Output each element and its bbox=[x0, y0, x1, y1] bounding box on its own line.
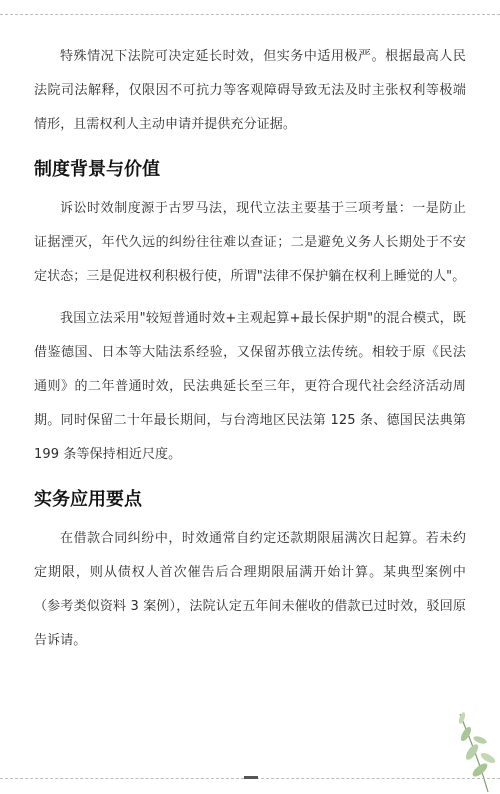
paragraph-loan-disputes: 在借款合同纠纷中，时效通常自约定还款期限届满次日起算。若未约定期限，则从债权人首次催告后合理期限届满开始计算。某典型案例中（参考类似资料 3 案例），法院认定五年间未催收的借款已过时效，驳回原告诉请。 bbox=[34, 531, 466, 648]
heading-practice-points: 实务应用要点 bbox=[34, 489, 142, 510]
paragraph-legislative-model: 我国立法采用"较短普通时效+主观起算+最长保护期"的混合模式，既借鉴德国、日本等大陆法系经验，又保留苏俄立法传统。相较于原《民法通则》的二年普通时效，民法典延长至三年，更符合现代社会经济活动周期。同时保留二十年最长期间，与台湾地区民法第 125 条、德国民法典第 199 条等保持相近尺度。 bbox=[34, 311, 466, 462]
paragraph-origins: 诉讼时效制度源于古罗马法，现代立法主要基于三项考量：一是防止证据湮灭，年代久远的纠纷往往难以查证；二是避免义务人长期处于不安定状态；三是促进权利积极行使，所谓"法律不保护躺在权利上睡觉的人"。 bbox=[34, 201, 466, 284]
paragraph-extension-rules: 特殊情况下法院可决定延长时效，但实务中适用极严。根据最高人民法院司法解释，仅限因不可抗力等客观障碍导致无法及时主张权利等极端情形，且需权利人主动申请并提供充分证据。 bbox=[34, 49, 466, 132]
top-dashed-border bbox=[0, 0, 500, 15]
document-body bbox=[34, 40, 466, 666]
leaf-decoration-icon bbox=[410, 674, 500, 794]
bottom-dashed-border bbox=[0, 778, 500, 780]
page-marker bbox=[244, 776, 258, 779]
heading-background-value: 制度背景与价值 bbox=[34, 159, 160, 180]
